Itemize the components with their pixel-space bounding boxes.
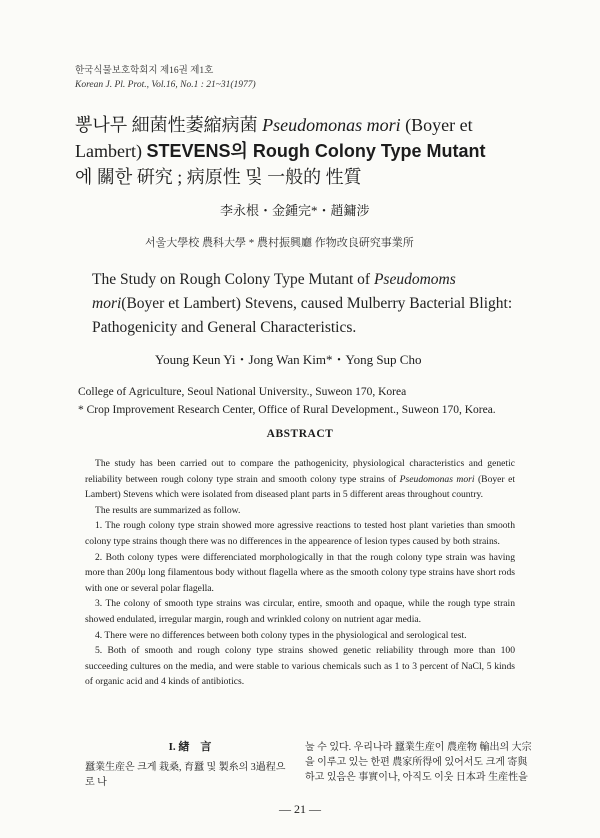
journal-header [75, 64, 256, 92]
abstract-intro-b: (Boyer et Lambert) Stevens which were isolated from diseased plant parts in 5 different areas throughout country. [85, 473, 515, 501]
affiliation-line-1: College of Agriculture, Seoul National University., Suweon 170, Korea [78, 386, 407, 398]
body-right-line-3: 하고 있음은 事實이나, 아직도 이웃 日本과 生産性을 [305, 772, 528, 783]
abstract-intro-a: The study has been carried out to compare the pathogenicity, physiological characteristics and genetic reliability between rough colony type strain and smooth colony type strains of [85, 458, 515, 485]
section-heading-introduction: I. 緖 言 [168, 741, 212, 753]
english-title-part2: (Boyer et Lambert) Stevens, caused Mulberry Bacterial Blight: Pathogenicity and General Characteristics. [92, 295, 513, 336]
body-left-text: 蠶業生産은 크게 栽桑, 育蠶 및 製糸의 3過程으로 나 [85, 762, 286, 788]
body-right-line-1: 눌 수 있다. 우리나라 蠶業生産이 農産物 輸出의 大宗 [305, 742, 532, 753]
abstract-result-1: 1. The rough colony type strain showed more agressive reactions to tested host plant varieties than smooth colony type strains though there was no differences in the appearence of lesion types caused by both strains. [85, 520, 515, 547]
abstract-body [85, 456, 515, 690]
abstract-intro-species: Pseudomonas mori [399, 473, 475, 485]
korean-title-part1: 뽕나무 細菌性萎縮病菌 [75, 115, 263, 135]
korean-title-part3: 에 關한 硏究 ; 病原性 및 一般的 性質 [75, 167, 362, 187]
english-title-species: Pseudomoms mori [92, 271, 456, 312]
abstract-heading: ABSTRACT [266, 428, 334, 440]
journal-korean-name: 한국식물보호학회지 제16권 제1호 [75, 66, 214, 76]
korean-affiliation: 서울大學校 農科大學 * 農村振興廳 作物改良硏究事業所 [145, 237, 414, 249]
korean-authors: 李永根・金鍾完*・趙鏞涉 [220, 203, 370, 218]
english-affiliation [78, 383, 538, 419]
abstract-intro [85, 456, 515, 503]
korean-title-species: Pseudomonas mori [262, 115, 401, 135]
korean-title [75, 112, 535, 190]
body-right-line-2: 을 이루고 있는 한편 農家所得에 있어서도 크게 寄與 [305, 757, 528, 768]
korean-title-bold: STEVENS의 Rough Colony Type Mutant [146, 141, 486, 161]
body-right-column [305, 740, 535, 785]
abstract-result-5: 5. Both of smooth and rough colony type strains showed genetic reliability through more than 100 succeeding cultures on the media, and were stable to various chemicals such as 1 to 3 percent of NaCl, 5 kinds of organic acid and 4 kinds of antibiotics. [85, 645, 515, 688]
abstract-result-4: 4. There were no differences between both colony types in the physiological and serological test. [95, 629, 467, 641]
abstract-summary: The results are summarized as follow. [95, 504, 241, 516]
abstract-result-3: 3. The colony of smooth type strains was circular, entire, smooth and opaque, while the rough type strain showed endulated, irregular margin, rough and wrinkled colony on nutrient agar media. [85, 598, 515, 625]
journal-citation: Korean J. Pl. Prot., Vol.16, No.1 : 21~31(1977) [75, 80, 256, 90]
body-left-column [85, 740, 295, 790]
english-authors: Young Keun Yi・Jong Wan Kim*・Yong Sup Cho [155, 352, 422, 367]
page-number: — 21 — [279, 802, 321, 816]
affiliation-line-2: * Crop Improvement Research Center, Office of Rural Development., Suweon 170, Korea. [78, 404, 496, 416]
korean-title-part2: (Boyer et Lambert) [75, 115, 473, 161]
english-title-part1: The Study on Rough Colony Type Mutant of [92, 271, 374, 288]
abstract-result-2: 2. Both colony types were differenciated morphologically in that the rough colony type strain was having more than 200μ long filamentous body without flagella where as the smooth colony type strains have short rods with one or several polar flagella. [85, 551, 515, 594]
english-title [92, 268, 522, 340]
